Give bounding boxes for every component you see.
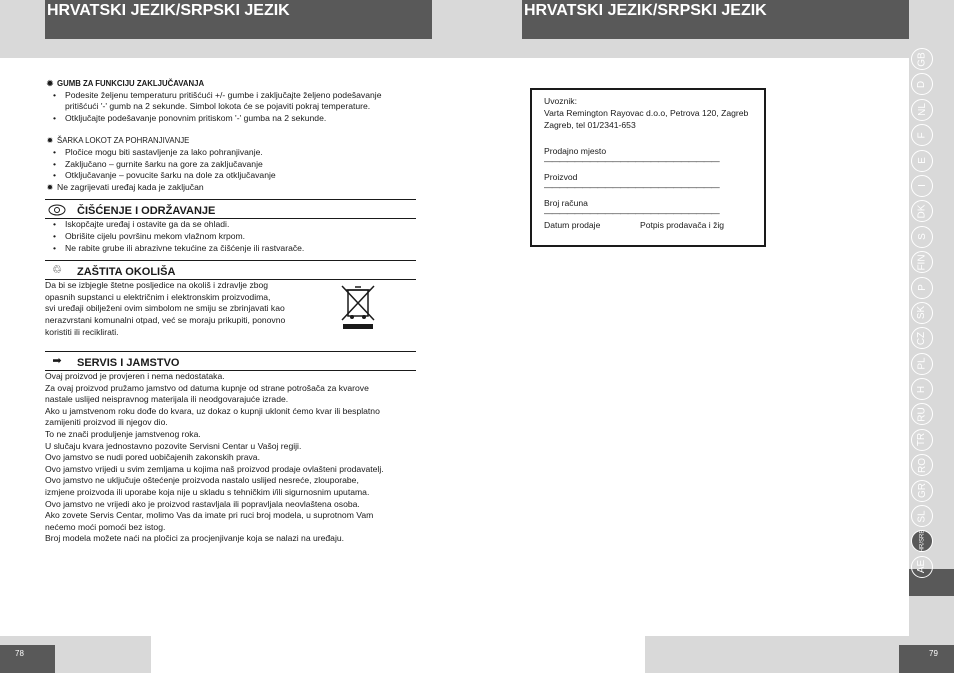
blank-line: ——————————————————————— [544, 209, 719, 218]
list-item: • Zaključano – gurnite šarku na gore za zaključavanje [45, 159, 416, 171]
language-tab-fin[interactable]: FIN [911, 251, 933, 273]
eye-icon [47, 203, 67, 217]
language-tab-ae[interactable]: AE [911, 556, 933, 578]
page-number-right: 79 [899, 645, 954, 673]
hinge-list [45, 147, 416, 182]
hinge-heading: ✹ ŠARKA LOKOT ZA POHRANJIVANJE [46, 136, 190, 146]
date-label: Datum prodaje [544, 220, 601, 230]
importer-company: Varta Remington Rayovac d.o.o, Petrova 120, Zagreb [544, 108, 749, 118]
environment-text: Da bi se izbjegle štetne posljedice na okoliš i zdravlje zbog opasnih supstanci u električnim i elektronskim proizvodima, svi uređaji obilježeni ovim simbolom ne smiju se zbrinjavati kao nerazvrstani komunalni otpad, već se moraju prikupiti, ponovno koristiti ili reciklirati. [45, 280, 286, 337]
language-tab-h[interactable]: H [911, 378, 933, 400]
language-tab-p[interactable]: P [911, 277, 933, 299]
gear-icon: ✹ [46, 136, 54, 146]
list-item: • Obrišite cijelu površinu mekom vlažnom krpom. [45, 231, 416, 243]
date-signature-row [544, 219, 764, 231]
language-tab-cz[interactable]: CZ [911, 327, 933, 349]
field-label: Prodajno mjesto [544, 146, 607, 156]
left-page-content [45, 78, 416, 545]
list-item: • Otključajte podešavanje ponovnim pritiskom '-' gumba na 2 sekunde. [45, 113, 416, 125]
lock-list [45, 90, 416, 125]
list-item: • Pločice mogu biti sastavljenje za lako pohranjivanje. [45, 147, 416, 159]
signature-label: Potpis prodavača i žig [640, 220, 725, 230]
language-tab-pl[interactable]: PL [911, 353, 933, 375]
hinge-warning: ✹ Ne zagrijevati uređaj kada je zaključan [46, 181, 204, 192]
field-label: Proizvod [544, 172, 578, 182]
language-tab-dk[interactable]: DK [911, 200, 933, 222]
language-tab-hr-srb[interactable]: HR/SRB [911, 530, 933, 552]
page-number-left: 78 [0, 645, 55, 673]
warranty-text: Ovaj proizvod je provjeren i nema nedostataka. Za ovaj proizvod pružamo jamstvo od datuma kupnje od strane potrošača za kvarove nastale uslijed neispravnog materijala ili neodgovarajuće izrade. Ako u jamstvenom roku dođe do kvara, uz dokaz o kupnji uklonit ćemo kvar ili besplatno zamijeniti proizvod ili njegov dio. To ne znači produljenje jamstvenog roka. U slučaju kvara jednostavno pozovite Servisni Centar u Vašoj regiji. Ovo jamstvo se nudi pored uobičajenih zakonskih prava. Ovo jamstvo vrijedi u svim zemljama u kojima naš proizvod prodaje ovlašteni prodavatelj. Ovo jamstvo ne uključuje oštećenje proizvoda nastalo uslijed nesreće, zlouporabe, izmjene proizvoda ili uporabe koja nije u skladu s tehničkim i/ili sigurnosnim uputama. Ovo jamstvo ne vrijedi ako je proizvod rastavljala ili popravljala neovlaštena osoba. Ako zovete Servis Centar, molimo Vas da imate pri ruci broj modela, u suprotnom Vam nećemo moći pomoći bez istog. Broj modela možete naći na pločici za procjenjivanje koja se nalazi na uređaju. [45, 371, 384, 544]
language-list [911, 48, 935, 581]
cleaning-list [45, 219, 416, 254]
recycle-icon: ♲ [52, 264, 62, 277]
environment-section-heading: ♲ ZAŠTITA OKOLIŠA [45, 260, 416, 280]
list-item: • Ne rabite grube ili abrazivne tekućine za čišćenje ili rastvarače. [45, 243, 416, 255]
warranty-section-heading: ➡ SERVIS I JAMSTVO [45, 351, 416, 371]
language-tab-d[interactable]: D [911, 73, 933, 95]
language-tab-sk[interactable]: SK [911, 302, 933, 324]
language-tab-ru[interactable]: RU [911, 403, 933, 425]
language-tab-i[interactable]: I [911, 175, 933, 197]
language-tab-s[interactable]: S [911, 226, 933, 248]
environment-body [45, 280, 416, 338]
arrow-right-icon: ➡ [52, 355, 62, 368]
list-item: • Iskopčajte uređaj i ostavite ga da se ohladi. [45, 219, 416, 231]
list-item: • Podesite željenu temperaturu pritišćući +/- gumbe i zaključajte željeno podešavanje pritišćući '-' gumb na 2 sekunde. Simbol lokota će se pojaviti pokraj temperature. [45, 90, 416, 113]
language-tab-gb[interactable]: GB [911, 48, 933, 70]
language-tab-tr[interactable]: TR [911, 429, 933, 451]
language-tab-sl[interactable]: SL [911, 505, 933, 527]
importer-label: Uvoznik: [544, 96, 577, 106]
lock-heading: ✹ GUMB ZA FUNKCIJU ZAKLJUČAVANJA [46, 79, 205, 88]
blank-line: ——————————————————————— [544, 183, 719, 192]
list-item: • Otključavanje – povucite šarku na dole za otključavanje [45, 170, 416, 182]
page-title-left: HRVATSKI JEZIK/SRPSKI JEZIK [45, 0, 432, 39]
crossed-bin-icon [340, 284, 376, 338]
language-tab-gr[interactable]: GR [911, 480, 933, 502]
language-tab-e[interactable]: E [911, 150, 933, 172]
blank-line: ——————————————————————— [544, 157, 719, 166]
language-tab-f[interactable]: F [911, 124, 933, 146]
gear-icon: ✹ [46, 182, 54, 192]
importer-box [530, 88, 766, 247]
importer-contact: Zagreb, tel 01/2341-653 [544, 120, 636, 130]
page-title-right: HRVATSKI JEZIK/SRPSKI JEZIK [522, 0, 909, 39]
gear-icon: ✹ [46, 79, 54, 88]
field-label: Broj računa [544, 198, 588, 208]
language-tab-ro[interactable]: RO [911, 454, 933, 476]
language-tab-nl[interactable]: NL [911, 99, 933, 121]
cleaning-section-heading: ČIŠĆENJE I ODRŽAVANJE [45, 199, 416, 219]
